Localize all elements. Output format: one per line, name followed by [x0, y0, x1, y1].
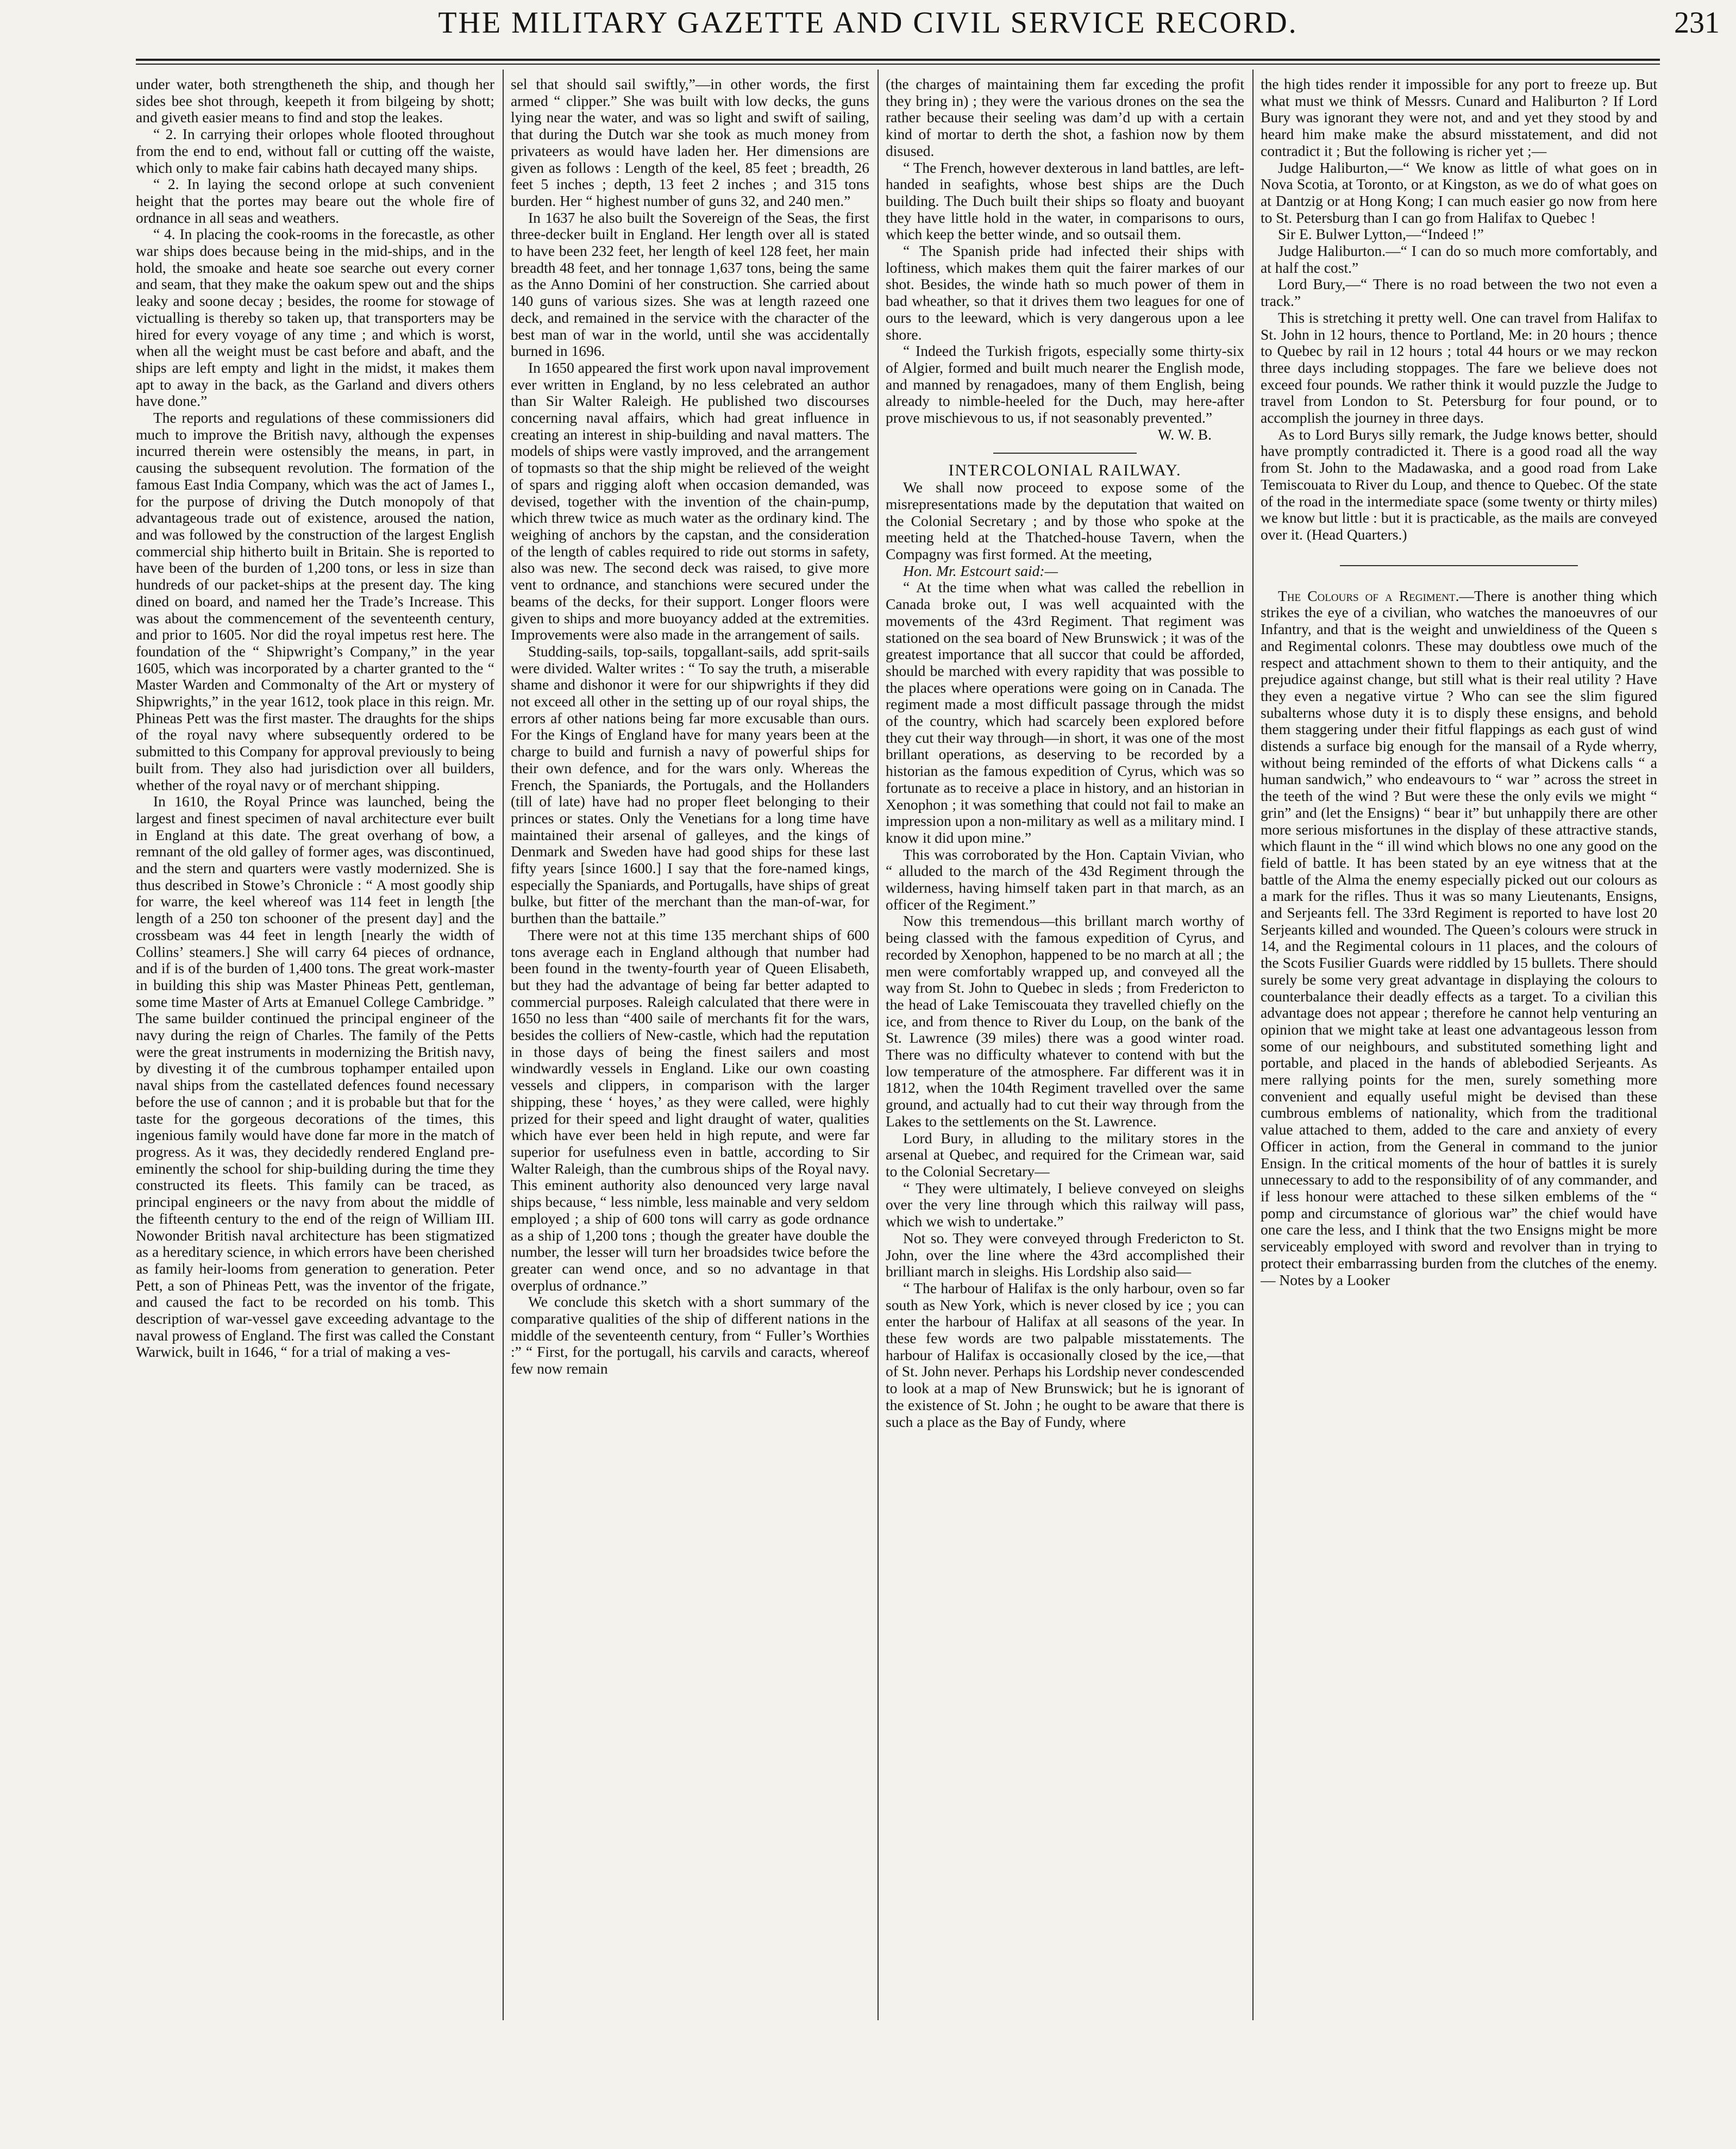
newspaper-title: THE MILITARY GAZETTE AND CIVIL SERVICE RECORD. [438, 6, 1298, 40]
page-number: 231 [1674, 6, 1720, 40]
column-2 [511, 76, 869, 2010]
article-text: —There is another thing which strikes the eye of a civilian, who watches the manoeuvres of our Infantry, and that is the weight and unwieldiness of the Queen s and Regimental colonrs. These may doubtless owe much of the respect and attachment shown to them to their antiquity, and the prejudice against change, but still what is their real utility ? Have they even a negative virtue ? Who can see the slim figured subalterns whose duty it is to disply these ensigns, and behold them staggering under their fitful flappings as each gust of wind distends a surface big enough for the mansail of a Ryde wherry, without being reminded of the efforts of what Dickens calls “ a human sandwich,” who endeavours to “ war ” across the street in the teeth of the wind ? But were these the only evils we might “ grin” and (let the Ensigns) “ bear it” but unhappily there are other more serious misfortunes in the display of these attractive stands, which flaunt in the “ ill wind which blows no one any good on the field of battle. It has been stated by an eye witness that at the battle of the Alma the enemy especially picked out our colours as a mark for the rifles. Thus it was so many Lieutenants, Ensigns, and Serjeants fell. The 33rd Regiment is reported to have lost 20 Serjeants killed and wounded. The Queen’s colours were struck in 14, and the Regimental colours in 11 places, and the colours of the Scots Fusilier Guards were riddled by 15 bullets. There should surely be some very great advantage in displaying the colours to counterbalance their deadly effects as a target. To a civilian this advantage does not appear ; therefore he cannot help venturing an opinion that we might take at least one advantageous lesson from some of our neighbours, and substituted something light and portable, and placed in the hands of ablebodied Serjeants. As mere rallying points for the men, surely something more convenient and equally useful might be devised than these cumbrous emblems of nationality, which from the traditional value attached to them, added to the care and anxiety of every Officer in action, from the General in command to the junior Ensign. In the critical moments of the hour of battles it is surely unnecessary to add to the responsibility of of any commander, and if less honour were attached to these silken emblems of the “ pomp and circumstance of glorious war” the chief would have one care the less, and I think that the two Ensigns might be more serviceably employed with sword and revolver than in trying to protect their embarrassing burden from the clutches of the enemy.— Notes by a Looker [1261, 587, 1657, 1288]
paragraph: In 1650 appeared the first work upon naval improvement ever written in England, by no less celebrated an author than Sir Walter Raleigh. He published two discourses concerning naval affairs, which had great influence in creating an interest in ship-building and naval matters. The models of ships were vastly improved, and the arrangement of topmasts so that the ship might be relieved of the weight of spars and rigging aloft when occasion demanded, was devised, together with the invention of the chain-pump, which threw twice as much water as the ordinary kind. The weighing of anchors by the capstan, and the consideration of the length of cables required to ride out storms in safety, also was new. The second deck was raised, to give more vent to ordnance, and stanchions were secured under the beams of the decks, for their support. Longer floors were given to ships and more buoyancy added at the extremities. Improvements were also made in the arrangement of sails. [511, 359, 869, 643]
paragraph: Studding-sails, top-sails, topgallant-sails, add sprit-sails were divided. Walter writes : “ To say the truth, a miserable shame and dishonor it were for our shipwrights if they did not exceed all other in the setting up of our royal ships, the errors af other nations being far more excusable than ours. For the Kings of England have for many years been at the charge to build and furnish a navy of powerful ships for their own defence, and for the wars only. Whereas the French, the Spaniards, the Portugals, and the Hollanders (till of late) have had no proper fleet belonging to their princes or states. Only the Venetians for a long time have maintained their arsenal of galleyes, and the kings of Denmark and Sweden have had good ships for these last fifty years [since 1600.] I say that the fore-named kings, especially the Spaniards, and Portugalls, have ships of great bulke, but fitter of the merchant than the man-of-war, for burthen than the battaile.” [511, 642, 869, 927]
speaker-line [886, 563, 1244, 580]
column-divider [1252, 70, 1254, 2020]
column-3 [886, 76, 1244, 2010]
paragraph: The reports and regulations of these commissioners did much to improve the British navy, although the expenses incurred therein were ostensibly the means, in part, in causing the subsequent revolution. The formation of the famous East India Company, which was the act of James I., for the purpose of driving the Dutch monopoly of that advantageous trade out of existence, aroused the nation, and was followed by the construction of the largest English commercial ship hitherto built in Britain. She is reported to have been of the burden of 1,200 tons, or less in size than hundreds of our packet-ships at the present day. The king dined on board, and named her the Trade’s Increase. This was about the commencement of the seventeenth century, and prior to 1605. Nor did the royal impetus rest here. The foundation of the “ Shipwright’s Company,” in the year 1605, which was incorporated by a charter granted to the “ Master Warden and Commonalty of the Art or mystery of Shipwrights,” in the year 1612, took place in this reign. Mr. Phineas Pett was the first master. The draughts for the ships of the royal navy where subsequently ordered to be submitted to this Company for approval previously to being built from. They also had jurisdiction over all builders, whether of the royal navy or of merchant shipping. [136, 409, 494, 793]
article-paragraph [1261, 588, 1657, 1289]
paragraph: Lord Bury,—“ There is no road between the two not even a track.” [1261, 275, 1657, 310]
paragraph: Judge Haliburton,—“ We know as little of what goes on in Nova Scotia, at Toronto, or at Kingston, as we do of what goes on at Dantzig or at Hong Kong; I can much easier go now from here to St. Petersburg than I can go from Halifax to Quebec ! [1261, 159, 1657, 226]
paragraph: We shall now proceed to expose some of the misrepresentations made by the deputation that waited on the Colonial Secretary ; and by those who spoke at the meeting held at the Thatched-house Tavern, when the Compagny was first formed. At the meeting, [886, 479, 1244, 562]
column-divider [503, 70, 504, 2020]
paragraph: “ The Spanish pride had infected their ships with loftiness, which makes them quit the fairer markes of our shot. Besides, the winde hath so much power of them in bad wheather, so that it drives them two leagues for one of ours to the leeward, which is very dangerous upon a lee shore. [886, 242, 1244, 343]
article-title: The Colours of a Regiment. [1278, 587, 1459, 604]
paragraph: Lord Bury, in alluding to the military stores in the arsenal at Quebec, and required for the Crimean war, said to the Colonial Secretary— [886, 1129, 1244, 1180]
section-divider [1340, 565, 1578, 566]
paragraph: This is stretching it pretty well. One can travel from Halifax to St. John in 12 hours, thence to Portland, Me: in 20 hours ; thence to Quebec by rail in 12 hours ; total 44 hours or we may reckon three days including stoppages. The fare we believe does not exceed four pounds. We rather think it would puzzle the Judge to travel from London to St. Petersburg for four pound, or to accomplish the journey in three days. [1261, 309, 1657, 427]
paragraph: Now this tremendous—this brillant march worthy of being classed with the famous expedition of Cyrus, and recorded by Xenophon, happened to be no march at all ; the men were comfortably wrapped up, and conveyed all the way from St. John to Quebec in sleds ; from Fredericton to the head of Lake Temiscouata they travelled chiefly on the ice, and from thence to River du Loup, on the bank of the St. Lawrence (39 miles) there was a good winter road. There was no difficulty whatever to contend with but the low temperature of the atmosphere. Far different was it in 1812, when the 104th Regiment travelled over the same ground, and actually had to cut their way through from the Lakes to the settlements on the St. Lawrence. [886, 912, 1244, 1130]
masthead [0, 5, 1736, 60]
paragraph: Not so. They were conveyed through Fredericton to St. John, over the line where the 43rd accomplished their brilliant march in sleighs. His Lordship also said— [886, 1229, 1244, 1280]
paragraph: There were not at this time 135 merchant ships of 600 tons average each in England although that number had been found in the twenty-fourth year of Queen Elisabeth, but they had the advantage of being far better adapted to commercial purposes. Raleigh calculated that there were in 1650 no less than “400 saile of merchants fit for the wars, besides the colliers of New-castle, which had the reputation in those days of being the finest sailers and most windwardly vessels in England. Like our own coasting vessels and clippers, in comparison with the larger shipping, these ‘ hoyes,’ as they were called, were highly prized for their speed and light draught of water, qualities which have ever been held in high repute, and were far superior for usefulness even in battle, according to Sir Walter Raleigh, than the cumbrous ships of the Royal navy. This eminent authority also denounced very large naval ships because, “ less nimble, less mainable and very seldom employed ; a ship of 600 tons will carry as gode ordnance as a ship of 1,200 tons ; though the greater have double the number, the lesser will turn her broadsides twice before the greater can wend once, and so no advantage in that overplus of ordnance.” [511, 926, 869, 1294]
paragraph: This was corroborated by the Hon. Captain Vivian, who “ alluded to the march of the 43d Regiment through the wilderness, having himself taken part in that march, as an officer of the Regiment.” [886, 845, 1244, 913]
paragraph: “ 2. In laying the second orlope at such convenient height that the portes may beare out the whole fire of ordnance in all seas and weathers. [136, 176, 494, 226]
paragraph: sel that should sail swiftly,”—in other words, the first armed “ clipper.” She was built with low decks, the guns lying near the water, and was so light and swift of sailing, that during the Dutch war she took as much money from privateers as would have laden her. Her dimensions are given as follows : Length of the keel, 85 feet ; breadth, 26 feet 5 inches ; depth, 13 feet 2 inches ; and 315 tons burden. Her “ highest number of guns 32, and 240 men.” [511, 76, 869, 209]
paragraph: Judge Haliburton.—“ I can do so much more comfortably, and at half the cost.” [1261, 242, 1657, 276]
paragraph: the high tides render it impossible for any port to freeze up. But what must we think of Messrs. Cunard and Haliburton ? If Lord Bury was ignorant they were not, and and yet they stood by and heard him make make the absurd misstatement, and did not contradict it ; But the following is richer yet ;— [1261, 76, 1657, 159]
article-heading: INTERCOLONIAL RAILWAY. [948, 461, 1182, 480]
paragraph: “ 2. In carrying their orlopes whole flooted throughout from the end to end, without fall or cutting off the waiste, which only to make fair cabins hath decayed many ships. [136, 126, 494, 176]
section-divider [993, 453, 1137, 454]
column-divider [878, 70, 879, 2020]
paragraph: As to Lord Burys silly remark, the Judge knows better, should have promptly contradicted it. There is a good road all the way from St. John to the Madawaska, and a good road from Lake Temiscouata to River du Loup, and thence to Quebec. Of the state of the road in the intermediate space (some twenty or thirty miles) we know but little : but it is practicable, as the mails are conveyed over it. (Head Quarters.) [1261, 425, 1657, 543]
paragraph: under water, both strengtheneth the ship, and though her sides bee shot through, keepeth it from bilgeing by shott; and giveth easier means to find and stop the leakes. [136, 76, 494, 126]
paragraph: In 1637 he also built the Sovereign of the Seas, the first three-decker built in England. Her length over all is stated to have been 232 feet, her length of keel 128 feet, her main breadth 48 feet, and her tonnage 1,637 tons, being the same as the Anno Domini of her construction. She carried about 140 guns of various sizes. She was at length razeed one deck, and remained in the service with the character of the best man of war in the world, until she was accidentally burned in 1696. [511, 209, 869, 360]
column-4 [1261, 76, 1657, 2010]
column-1 [136, 76, 494, 2010]
paragraph: “ Indeed the Turkish frigots, especially some thirty-six of Algier, formed and built much nearer the English mode, and manned by renagadoes, many of them English, being already to nimble-heeled for the Duch, may here-after prove mischievous to us, if not seasonably prevented.” [886, 342, 1244, 427]
paragraph: “ The French, however dexterous in land battles, are left-handed in seafights, whose best ships are the Duch building. The Duch built their ships so floaty and buoyant they have little hold in the water, in comparisons to ours, which keep the better winde, and so outsail them. [886, 159, 1244, 243]
paragraph: Sir E. Bulwer Lytton,—“Indeed !” [1278, 225, 1484, 243]
paragraph: “ They were ultimately, I believe conveyed on sleighs over the very line through which this railway will pass, which we wish to undertake.” [886, 1179, 1244, 1230]
header-rule-thin [136, 64, 1660, 65]
paragraph: “ At the time when what was called the rebellion in Canada broke out, I was well acquainted with the movements of the 43rd Regiment. That regiment was stationed on the sea board of New Brunswick ; it was of the greatest importance that all succor that could be afforded, should be marched with every rapidity that was possible to the places where operations were going on in Canada. The regiment made a most difficult passage through the midst of the country, which had scarcely been explored before they cut their way through—in short, it was one of the most brillant operations, as deserving to be recorded by a historian as the famous expedition of Cyrus, which was so fortunate as to receive a place in history, and an historian in Xenophon ; it was something that could not fail to make an impression upon a non-military as well as a military mind. I know it did upon mine.” [886, 579, 1244, 846]
paragraph: In 1610, the Royal Prince was launched, being the largest and finest specimen of naval architecture ever built in England at this date. The great overhang of bow, a remnant of the old galley of former ages, was discontinued, and the stern and quarters were vastly modernized. She is thus described in Stowe’s Chronicle : “ A most goodly ship for warre, the keel whereof was 114 feet in length [the length of a 250 ton schooner of the present day] and the crossbeam was 44 feet in length [nearly the width of Collins’ steamers.] She will carry 64 pieces of ordnance, and if is of the burden of 1,400 tons. The great work-master in building this ship was Master Phineas Pett, gentleman, some time Master of Arts at Emanuel College Cambridge. ” The same builder continued the principal engineer of the navy during the reign of Charles. The family of the Petts were the great instruments in modernizing the British navy, by divesting it of the cumbrous tophamper entailed upon naval ships from the castellated defences found necessary before the use of cannon ; and it is probable but that for the taste for the gorgeous decorations of the times, this ingenious family would have done far more in the match of progress. As it was, they decidedly rendered England pre-eminently the school for ship-building during the time they constructed its fleets. This family can be traced, as principal engineers or the navy from about the middle of the fifteenth century to the end of the reign of William III. Nowonder British naval architecture has been stigmatized as a hereditary science, in which errors have been cherished as family heir-looms from generation to generation. Peter Pett, a son of Phineas Pett, was the inventor of the frigate, and caused the fact to be recorded on his tomb. This description of war-vessel gave exceeding advantage to the naval prowess of England. The first was called the Constant Warwick, built in 1646, “ for a trial of making a ves- [136, 793, 494, 1361]
paragraph: “ 4. In placing the cook-rooms in the forecastle, as other war ships does because being in the mid-ships, and in the hold, the smoake and heate soe searche out every corner and seam, that they make the oakum spew out and the ships leaky and soone decay ; besides, the roome for stowage of victualling is thereby so taken up, that transporters may be hired for every voyage of any time ; and which is worst, when all the weight must be cast before and abaft, and the ships are left empty and light in the midst, it makes them apt to away in the back, as the Garland and divers others have done.” [136, 225, 494, 410]
paragraph: We conclude this sketch with a short summary of the comparative qualities of the ship of different nations in the middle of the seventeenth century, from “ Fuller’s Worthies :” “ First, for the portugall, his carvils and caracts, whereof few now remain [511, 1293, 869, 1377]
paragraph: “ The harbour of Halifax is the only harbour, oven so far south as New York, which is never closed by ice ; you can enter the harbour of Halifax at all seasons of the year. In these few words are two palpable misstatements. The harbour of Halifax is occasionally closed by the ice,—that of St. John never. Perhaps his Lordship never condescended to look at a map of New Brunswick; but he is ignorant of the existence of St. John ; he ought to be aware that there is such a place as the Bay of Fundy, where [886, 1279, 1244, 1430]
article-signature: W. W. B. [1157, 425, 1212, 443]
speaker-name: Hon. Mr. Estcourt said:— [903, 562, 1058, 579]
header-rule [136, 59, 1660, 61]
paragraph: (the charges of maintaining them far exceding the profit they bring in) ; they were the various drones on the sea the rather because their seeling was dam’d up with a certain kind of mortar to derth the shot, a fashion now by them disused. [886, 76, 1244, 159]
